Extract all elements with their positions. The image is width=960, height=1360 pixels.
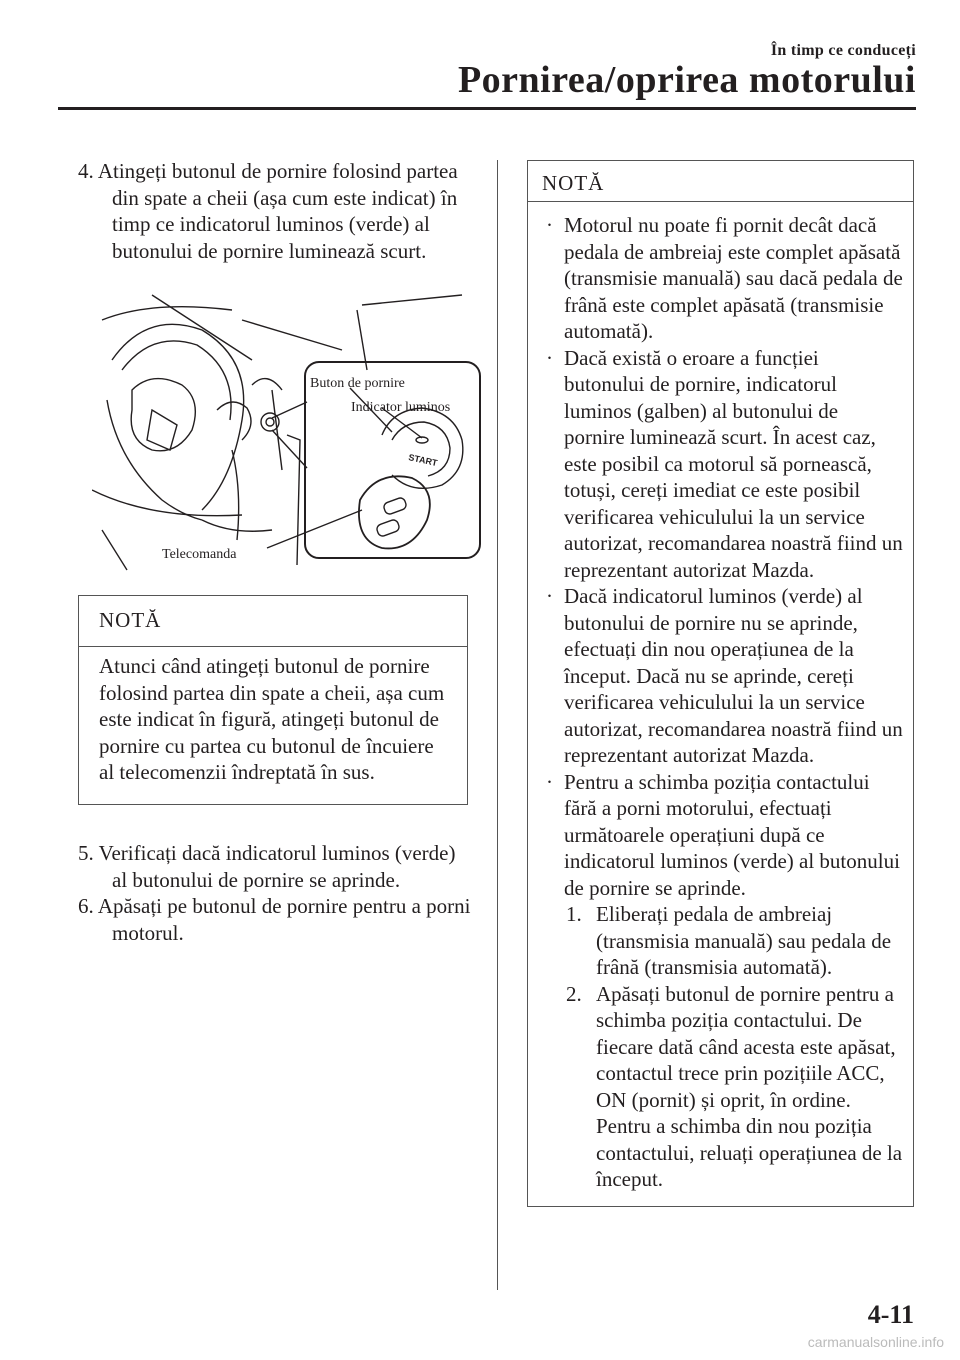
substep-text: Eliberați pedala de ambreiaj (transmisia manuală) sau pedala de frână (transmisia automată). bbox=[596, 902, 892, 979]
note-box-right bbox=[527, 160, 914, 1207]
step-text: Atingeți butonul de pornire folosind partea din spate a cheii (așa cum este indicat) în timp ce indicatorul luminos (verde) al butonului de pornire luminează scurt. bbox=[97, 159, 458, 263]
note-text: Atunci când atingeți butonul de pornire folosind partea din spate a cheii, așa cum este indicat în figură, atingeți butonul de pornire cu partea cu butonul de încuiere al telecomenzii îndreptată în sus. bbox=[99, 654, 445, 784]
left-column-top bbox=[78, 158, 472, 264]
note-substep-1 bbox=[542, 901, 903, 981]
page-number: 4-11 bbox=[867, 1300, 914, 1329]
bullet-dot-icon: · bbox=[546, 345, 553, 370]
footer-watermark: carmanualsonline.info bbox=[807, 1334, 944, 1350]
note-body bbox=[528, 202, 913, 1193]
step-text: Apăsați pe butonul de pornire pentru a porni motorul. bbox=[97, 894, 471, 945]
start-button-figure bbox=[92, 290, 484, 575]
substep-number: 1. bbox=[566, 902, 582, 926]
note-heading: NOTĂ bbox=[528, 161, 913, 202]
note-bullet: · Motorul nu poate fi pornit decât dacă pedala de ambreiaj este complet apăsată (transmisie manuală) sau dacă pedala de frână este complet apăsată (transmisie automată). bbox=[546, 213, 903, 343]
note-bullet: · Pentru a schimba poziția contactului fără a porni motorului, efectuați următoarele operațiuni după ce indicatorul luminos (verde) al butonului de pornire se aprinde. bbox=[546, 769, 900, 900]
note-bullet: · Dacă există o eroare a funcției butonului de pornire, indicatorul luminos (galben) al butonului de pornire luminează scurt. În acest caz, este posibil ca motorul să pornească, totuși, cereți imediat ce este posibil verificarea vehiculului la un service autorizat, recomandarea noastră fiind un reprezentant autorizat Mazda. bbox=[546, 345, 903, 582]
step-number: 6. bbox=[78, 894, 94, 918]
bullet-dot-icon: · bbox=[546, 584, 553, 608]
column-divider bbox=[497, 160, 498, 1290]
substep-number: 2. bbox=[566, 981, 582, 1006]
header-rule bbox=[58, 107, 916, 110]
note-bullet: · Dacă indicatorul luminos (verde) al butonului de pornire nu se aprinde, efectuați din nou operațiunea de la început. Dacă nu se aprinde, cereți verificarea vehiculului la un service autorizat, recomandarea noastră fiind un reprezentant autorizat Mazda. bbox=[546, 584, 903, 767]
substep-text: Apăsați butonul de pornire pentru a schimba poziția contactului. De fiecare dată când acesta este apăsat, contactul trece prin pozițiile ACC, ON (pornit) și oprit, în ordine. Pentru a schimba din nou poziția contactului, reluați operațiunea de la început. bbox=[596, 981, 903, 1191]
label-start-button: Buton de pornire bbox=[310, 376, 405, 391]
bullet-dot-icon: · bbox=[546, 213, 553, 237]
step-6 bbox=[78, 893, 472, 946]
step-4 bbox=[78, 158, 472, 264]
step-number: 5. bbox=[78, 841, 94, 865]
step-number: 4. bbox=[78, 159, 94, 183]
step-5 bbox=[78, 840, 472, 893]
page-title: Pornirea/oprirea motorului bbox=[457, 59, 916, 101]
step-text: Verificați dacă indicatorul luminos (verde) al butonului de pornire se aprinde. bbox=[98, 841, 456, 892]
label-remote: Telecomanda bbox=[162, 547, 237, 562]
note-box-left bbox=[78, 595, 468, 805]
note-heading: NOTĂ bbox=[79, 596, 467, 647]
bullet-dot-icon: · bbox=[546, 769, 553, 794]
left-column-bottom bbox=[78, 840, 472, 946]
header-section: În timp ce conduceți bbox=[770, 42, 916, 59]
start-label: START bbox=[407, 452, 439, 469]
label-indicator: Indicator luminos bbox=[351, 400, 451, 415]
note-substep-2 bbox=[542, 981, 903, 1193]
